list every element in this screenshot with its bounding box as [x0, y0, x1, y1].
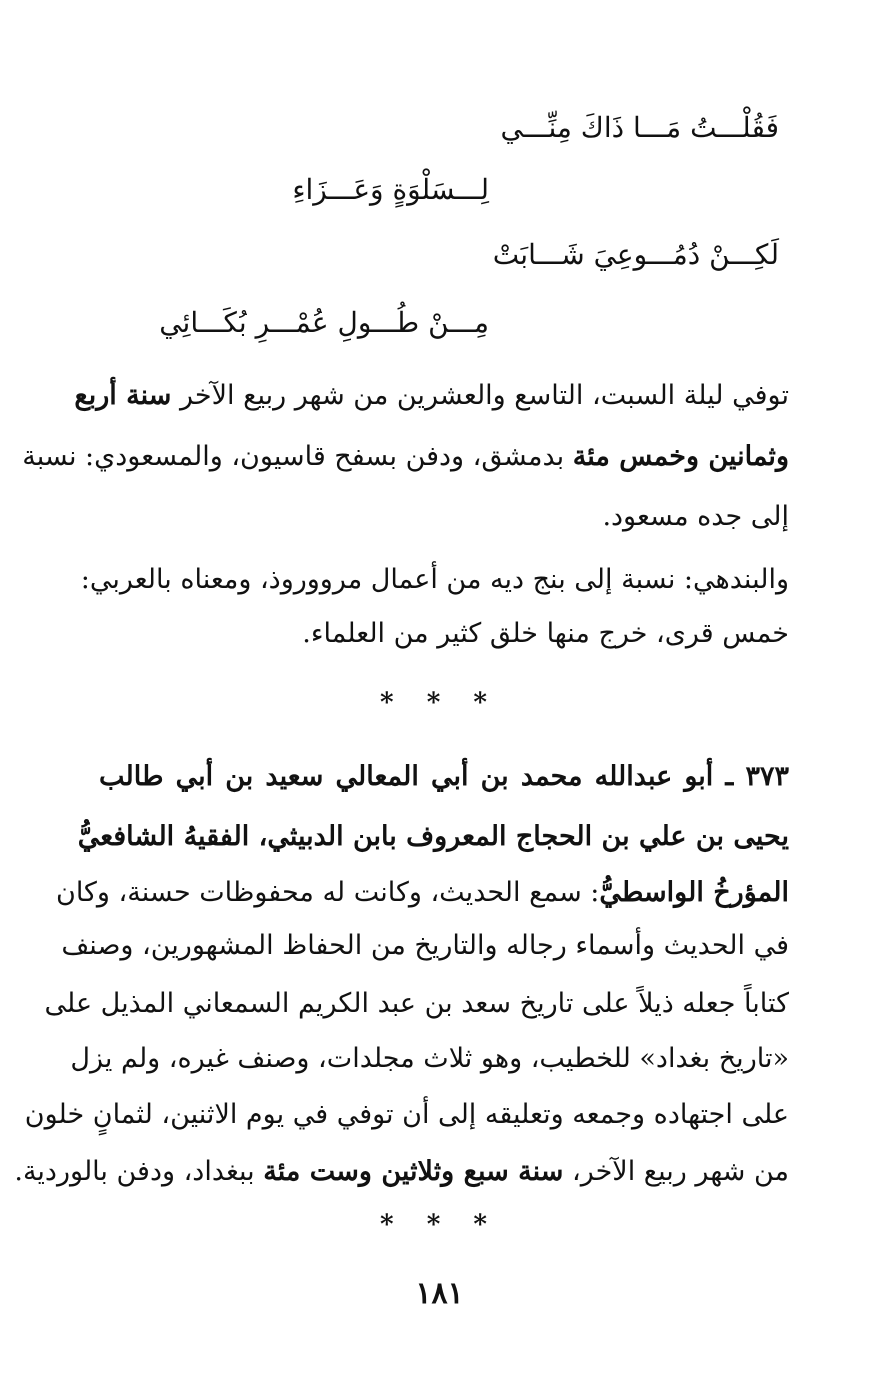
- poem-verse-2: لِـــسَلْوَةٍ وَعَـــزَاءِ: [292, 173, 489, 206]
- bold-date: سنة أربع: [74, 380, 172, 411]
- paragraph-line: [74, 376, 789, 416]
- poem-verse-4: مِـــنْ طُـــولِ عُمْـــرِ بُكَـــائِي: [159, 306, 489, 339]
- paragraph-line: [14, 1152, 789, 1192]
- section-separator: * * *: [380, 688, 499, 718]
- entry-heading-end: المؤرخُ الواسطيُّ: [599, 877, 789, 908]
- paragraph-line: في الحديث وأسماء رجاله والتاريخ من الحفاظ المشهورين، وصنف: [61, 930, 789, 961]
- section-separator: * * *: [380, 1210, 499, 1240]
- paragraph-line: «تاريخ بغداد» للخطيب، وهو ثلاث مجلدات، وصنف غيره، ولم يزل: [70, 1043, 789, 1074]
- paragraph-line: خمس قرى، خرج منها خلق كثير من العلماء.: [302, 618, 789, 649]
- paragraph-line: [22, 437, 789, 477]
- page-number: ١٨١: [415, 1276, 464, 1311]
- paragraph-line: والبندهي: نسبة إلى بنج ديه من أعمال مرووروذ، ومعناه بالعربي:: [80, 564, 789, 595]
- paragraph-line: كتاباً جعله ذيلاً على تاريخ سعد بن عبد الكريم السمعاني المذيل على: [44, 988, 789, 1019]
- text-span: توفي ليلة السبت، التاسع والعشرين من شهر ربيع الآخر: [171, 380, 789, 411]
- text-span: من شهر ربيع الآخر،: [563, 1156, 789, 1187]
- entry-heading-line: يحيى بن علي بن الحجاج المعروف بابن الدبيثي، الفقيهُ الشافعيُّ: [77, 821, 789, 852]
- bold-date: وثمانين وخمس مئة: [572, 441, 789, 472]
- text-span: : سمع الحديث، وكانت له محفوظات حسنة، وكان: [56, 877, 600, 908]
- poem-verse-3: لَكِـــنْ دُمُـــوعِيَ شَـــابَتْ: [492, 238, 779, 271]
- text-span: ببغداد، ودفن بالوردية.: [14, 1156, 264, 1187]
- entry-heading-line: ٣٧٣ ـ أبو عبدالله محمد بن أبي المعالي سعيد بن أبي طالب: [99, 761, 789, 792]
- poem-verse-1: فَقُلْـــتُ مَـــا ذَاكَ مِنِّـــي: [500, 111, 779, 144]
- paragraph-line: إلى جده مسعود.: [602, 501, 789, 532]
- paragraph-line: [56, 873, 789, 913]
- text-span: بدمشق، ودفن بسفح قاسيون، والمسعودي: نسبة: [22, 441, 573, 472]
- paragraph-line: على اجتهاده وجمعه وتعليقه إلى أن توفي في يوم الاثنين، لثمانٍ خلون: [24, 1099, 789, 1130]
- bold-date: سنة سبع وثلاثين وست مئة: [263, 1156, 564, 1187]
